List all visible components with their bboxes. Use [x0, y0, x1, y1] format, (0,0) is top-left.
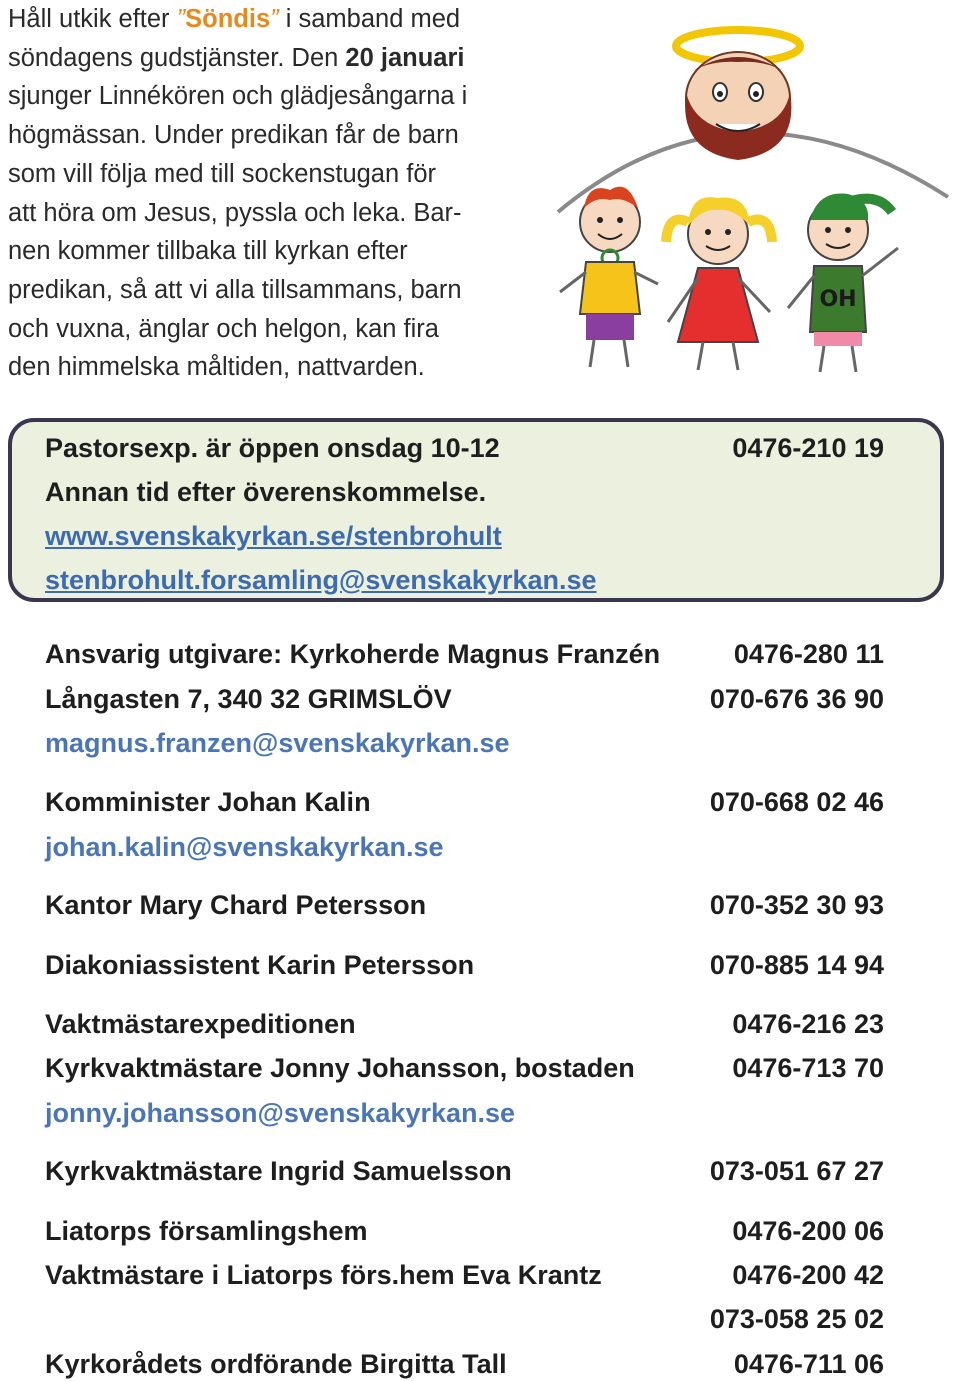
intro-line: och vuxna, änglar och helgon, kan fira: [8, 314, 439, 343]
intro-text: söndagens gudstjänster. Den: [8, 43, 346, 72]
intro-text: i samband med: [278, 5, 461, 33]
quote-open: ”: [176, 5, 186, 33]
contact-phone: 0476-711 06: [733, 1349, 884, 1379]
contact-text: Vaktmästarexpeditionen: [45, 1009, 356, 1039]
contact-email-link[interactable]: jonny.johansson@svenskakyrkan.se: [45, 1098, 516, 1128]
contact-text: Ansvarig utgivare: Kyrkoherde Magnus Franzén: [45, 639, 661, 669]
contact-email-link[interactable]: magnus.franzen@svenskakyrkan.se: [45, 728, 510, 758]
contact-phone: 070-352 30 93: [709, 890, 884, 920]
intro-line: sjunger Linnékören och glädjesångarna i: [8, 82, 468, 111]
girl-child-icon: [666, 197, 772, 370]
other-time-note: Annan tid efter överenskommelse.: [45, 477, 487, 507]
contact-phone: 0476-216 23: [732, 1009, 884, 1039]
shirt-text: OH: [819, 287, 857, 312]
contact-phone: 0476-713 70: [732, 1053, 884, 1083]
office-phone: 0476-210 19: [732, 433, 884, 463]
sondis-highlight: Söndis: [185, 5, 271, 33]
intro-line: [8, 0, 548, 39]
office-email-text[interactable]: stenbrohult.forsamling@svenskakyrkan.se: [45, 565, 597, 595]
intro-line: högmässan. Under predikan får de barn: [8, 121, 459, 150]
contact-phone: 0476-280 11: [733, 639, 884, 669]
cap-boy-child-icon: [788, 194, 898, 372]
contact-text: Långasten 7, 340 32 GRIMSLÖV: [45, 684, 452, 714]
contact-phone: 070-885 14 94: [709, 950, 884, 980]
office-hours: Pastorsexp. är öppen onsdag 10-12: [45, 433, 500, 463]
contact-phone: 0476-200 06: [732, 1216, 884, 1246]
contact-text: Kyrkvaktmästare Jonny Johansson, bostaden: [45, 1053, 635, 1083]
intro-line: den himmelska måltiden, nattvarden.: [8, 353, 425, 382]
intro-line: [8, 39, 548, 78]
jesus-face-icon: [685, 52, 791, 160]
boy-child-icon: [560, 187, 658, 367]
contact-text: Kantor Mary Chard Petersson: [45, 890, 427, 920]
website-link-text[interactable]: www.svenskakyrkan.se/stenbrohult: [45, 521, 502, 551]
intro-line: som vill följa med till sockenstugan för: [8, 159, 437, 188]
jesus-children-illustration: [548, 22, 960, 382]
contact-text: Diakoniassistent Karin Petersson: [45, 950, 475, 980]
intro-date: 20 januari: [345, 43, 465, 72]
contact-text: Liatorps församlingshem: [45, 1216, 368, 1246]
contact-text: Komminister Johan Kalin: [45, 787, 371, 817]
contact-text: Vaktmästare i Liatorps förs.hem Eva Krantz: [45, 1260, 602, 1290]
contact-phone: 070-676 36 90: [709, 684, 884, 714]
contact-phone: 073-058 25 02: [709, 1304, 884, 1334]
intro-line: att höra om Jesus, pyssla och leka. Bar-: [8, 198, 462, 227]
office-email-link[interactable]: [45, 564, 597, 596]
contact-phone: 073-051 67 27: [709, 1156, 884, 1186]
intro-text: Håll utkik efter: [8, 5, 177, 33]
intro-paragraph: [8, 0, 548, 387]
intro-line: predikan, så att vi alla tillsammans, barn: [8, 275, 462, 304]
website-link[interactable]: [45, 520, 502, 552]
contact-phone: 070-668 02 46: [709, 787, 884, 817]
contact-text: Kyrkvaktmästare Ingrid Samuelsson: [45, 1156, 512, 1186]
quote-close: ”: [270, 5, 279, 33]
intro-line: nen kommer tillbaka till kyrkan efter: [8, 237, 408, 266]
contact-email-link[interactable]: johan.kalin@svenskakyrkan.se: [45, 832, 444, 862]
contact-phone: 0476-200 42: [732, 1260, 884, 1290]
contact-text: Kyrkorådets ordförande Birgitta Tall: [45, 1349, 507, 1379]
